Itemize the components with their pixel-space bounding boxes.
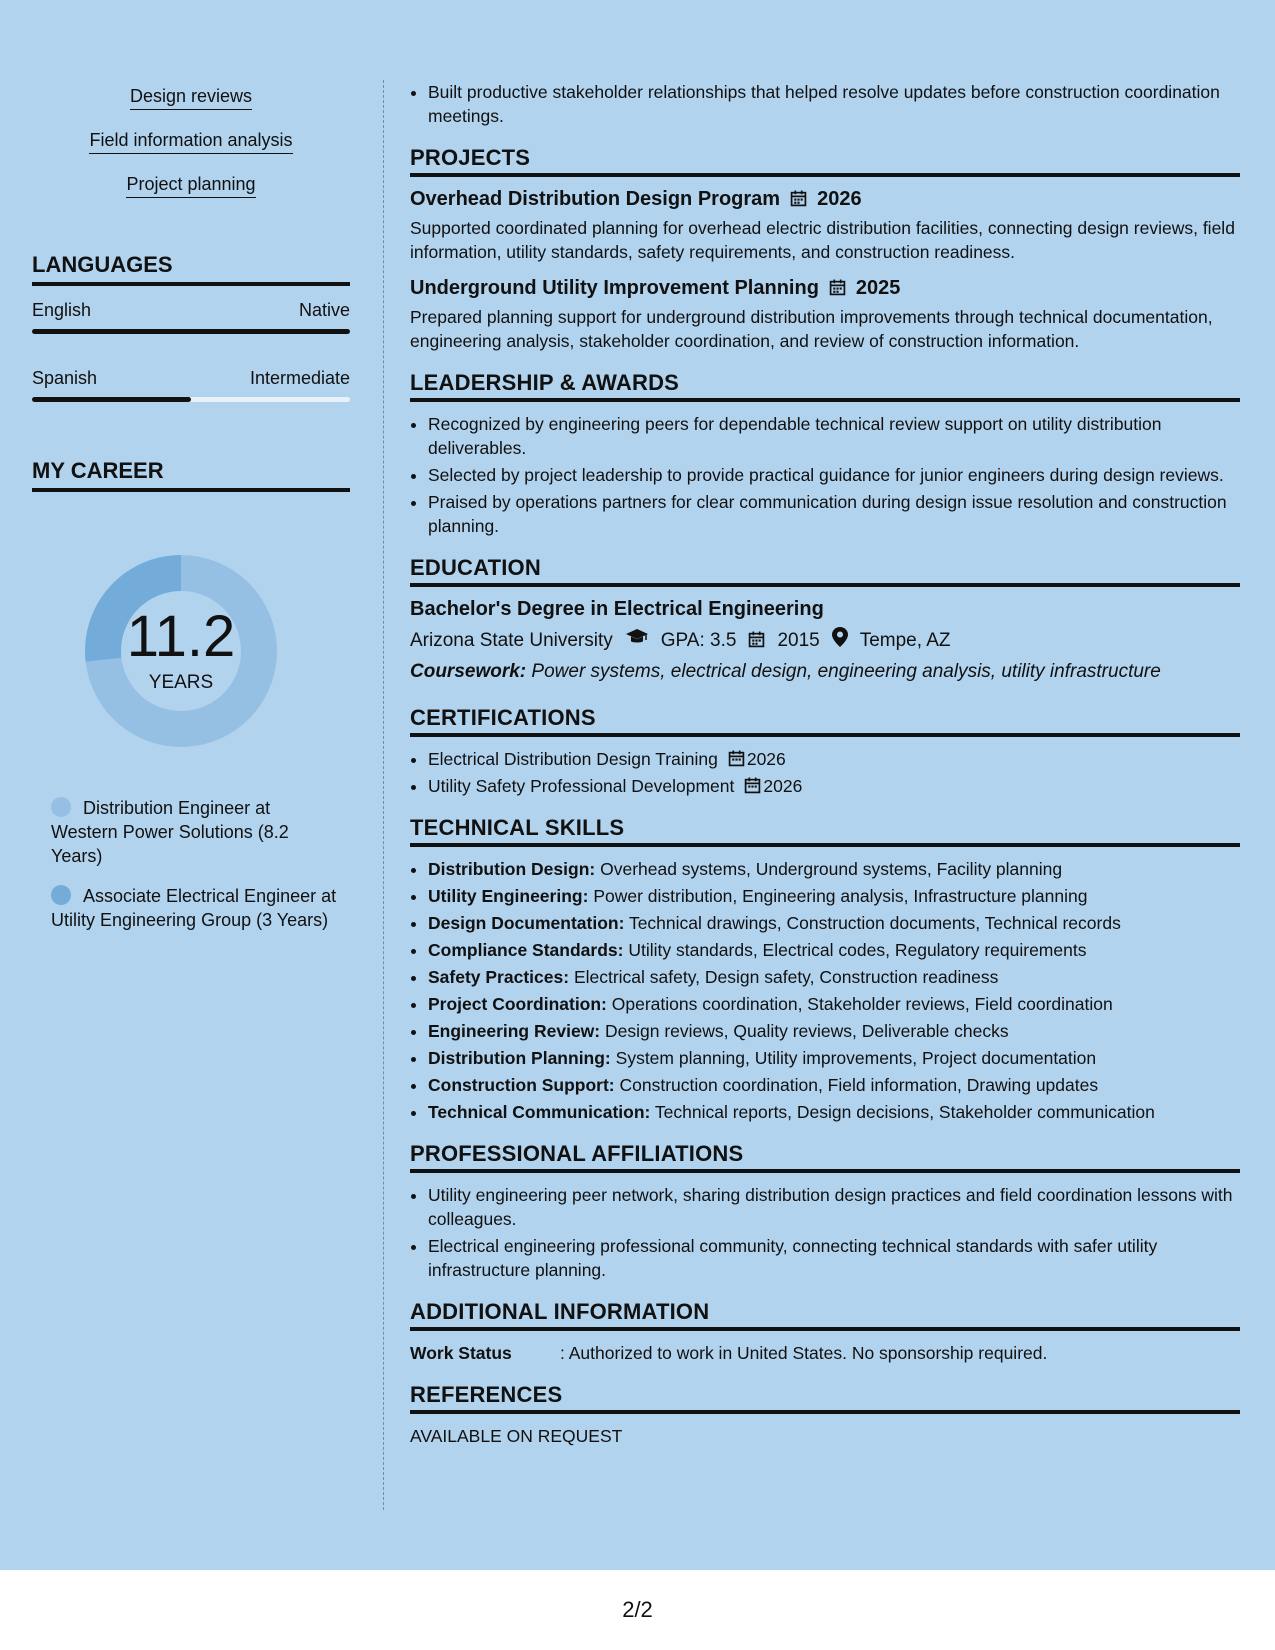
project-description: Supported coordinated planning for overhead electric distribution facilities, connecting design reviews, field information, utility standards, safety requirements, and construction readiness. bbox=[410, 218, 1235, 262]
skill-link-project-planning[interactable]: Project planning bbox=[126, 174, 255, 198]
work-status-row bbox=[410, 1341, 1240, 1365]
technical-skills-heading: TECHNICAL SKILLS bbox=[410, 816, 1240, 847]
career-donut-chart bbox=[66, 536, 296, 766]
skill-item bbox=[428, 938, 1240, 962]
project-year: 2025 bbox=[855, 277, 901, 299]
career-legend-item bbox=[51, 884, 341, 932]
skill-values: Overhead systems, Underground systems, Facility planning bbox=[600, 859, 1063, 879]
skill-values: Technical drawings, Construction documents, Technical records bbox=[628, 913, 1121, 933]
skill-values: Operations coordination, Stakeholder reviews, Field coordination bbox=[611, 994, 1113, 1014]
calendar-icon bbox=[829, 276, 846, 300]
skill-item bbox=[428, 1100, 1240, 1124]
project-item bbox=[410, 276, 1240, 353]
references-text: AVAILABLE ON REQUEST bbox=[410, 1426, 623, 1446]
school-name: Arizona State University bbox=[410, 629, 613, 651]
skill-category: Distribution Planning: bbox=[428, 1048, 611, 1068]
language-item bbox=[32, 368, 350, 402]
skill-values: System planning, Utility improvements, Project documentation bbox=[615, 1048, 1097, 1068]
skill-category: Safety Practices: bbox=[428, 967, 570, 987]
career-legend-item bbox=[51, 796, 341, 868]
skill-values: Power distribution, Engineering analysis, Infrastructure planning bbox=[593, 886, 1088, 906]
page-number: 2/2 bbox=[622, 1597, 653, 1622]
leadership-heading: LEADERSHIP & AWARDS bbox=[410, 371, 1240, 402]
graduation-year: 2015 bbox=[777, 629, 820, 651]
project-title: Underground Utility Improvement Planning bbox=[410, 277, 819, 299]
additional-info-heading: ADDITIONAL INFORMATION bbox=[410, 1300, 1240, 1331]
experience-bullet: • Built productive stakeholder relationships that helped resolve updates before construction coordination meetings. bbox=[428, 80, 1240, 128]
work-status-label: Work Status bbox=[410, 1343, 512, 1363]
skill-links bbox=[32, 80, 350, 212]
calendar-icon bbox=[744, 774, 761, 798]
skill-item bbox=[428, 992, 1240, 1016]
skill-link-design-reviews[interactable]: Design reviews bbox=[130, 86, 252, 110]
career-item-label: Associate Electrical Engineer at Utility Engineering Group (3 Years) bbox=[51, 886, 337, 930]
language-bar bbox=[32, 397, 350, 402]
education-heading: EDUCATION bbox=[410, 556, 1240, 587]
skill-link-field-information[interactable]: Field information analysis bbox=[89, 130, 292, 154]
certifications-heading: CERTIFICATIONS bbox=[410, 706, 1240, 737]
career-total: 11.2 bbox=[126, 604, 236, 669]
project-description: Prepared planning support for underground distribution improvements through technical documentation, engineering analysis, stakeholder coordination, and review of construction information. bbox=[410, 307, 1213, 351]
skill-category: Design Documentation: bbox=[428, 913, 625, 933]
legend-dot bbox=[51, 797, 71, 817]
skill-category: Utility Engineering: bbox=[428, 886, 589, 906]
left-column bbox=[32, 80, 350, 948]
education-location: Tempe, AZ bbox=[859, 629, 951, 651]
skill-values: Technical reports, Design decisions, Stakeholder communication bbox=[654, 1102, 1155, 1122]
work-status-value: : Authorized to work in United States. No sponsorship required. bbox=[560, 1343, 1048, 1363]
language-item bbox=[32, 300, 350, 334]
skill-item bbox=[428, 1073, 1240, 1097]
skill-values: Design reviews, Quality reviews, Deliverable checks bbox=[605, 1021, 1009, 1041]
language-name: Spanish bbox=[32, 368, 98, 388]
skill-values: Construction coordination, Field information, Drawing updates bbox=[619, 1075, 1099, 1095]
skill-values: Utility standards, Electrical codes, Regulatory requirements bbox=[628, 940, 1087, 960]
skill-item bbox=[428, 965, 1240, 989]
certification-year: 2026 bbox=[763, 776, 803, 796]
calendar-icon bbox=[748, 629, 765, 653]
languages-heading: LANGUAGES bbox=[32, 252, 350, 286]
affiliation-bullet: • Utility engineering peer network, sharing distribution design practices and field coordination lessons with colleagues. bbox=[428, 1183, 1240, 1231]
coursework-label: Coursework: bbox=[410, 661, 527, 682]
skill-category: Engineering Review: bbox=[428, 1021, 601, 1041]
skill-values: Electrical safety, Design safety, Construction readiness bbox=[573, 967, 999, 987]
certification-name: • Electrical Distribution Design Training bbox=[428, 749, 718, 769]
language-bar-fill bbox=[32, 397, 191, 402]
gpa: GPA: 3.5 bbox=[660, 629, 737, 651]
career-heading: MY CAREER bbox=[32, 458, 350, 492]
language-bar-fill bbox=[32, 329, 350, 334]
certification-name: • Utility Safety Professional Development bbox=[428, 776, 735, 796]
project-year: 2026 bbox=[817, 188, 862, 210]
legend-dot bbox=[51, 885, 71, 905]
skill-category: Compliance Standards: bbox=[428, 940, 624, 960]
leadership-bullet: • Selected by project leadership to provide practical guidance for junior engineers during design reviews. bbox=[428, 463, 1240, 487]
graduation-cap-icon bbox=[625, 628, 649, 653]
certification-year: 2026 bbox=[746, 749, 786, 769]
skill-item bbox=[428, 911, 1240, 935]
language-level: Intermediate bbox=[249, 368, 350, 388]
certification-item bbox=[428, 747, 1240, 771]
skill-item bbox=[428, 1046, 1240, 1070]
leadership-bullet: • Recognized by engineering peers for dependable technical review support on utility distribution deliverables. bbox=[428, 412, 1240, 460]
language-level: Native bbox=[298, 300, 350, 320]
language-bar bbox=[32, 329, 350, 334]
coursework bbox=[410, 660, 1240, 684]
language-name: English bbox=[32, 300, 92, 320]
certification-item bbox=[428, 774, 1240, 798]
skill-category: Project Coordination: bbox=[428, 994, 607, 1014]
degree-title: Bachelor's Degree in Electrical Engineering bbox=[410, 598, 824, 620]
career-unit: YEARS bbox=[148, 672, 214, 693]
project-title: Overhead Distribution Design Program bbox=[410, 188, 781, 210]
coursework-list: Power systems, electrical design, engineering analysis, utility infrastructure bbox=[531, 661, 1161, 682]
affiliation-bullet: • Electrical engineering professional community, connecting technical standards with safer utility infrastructure planning. bbox=[428, 1234, 1240, 1282]
skill-item bbox=[428, 1019, 1240, 1043]
location-pin-icon bbox=[832, 627, 848, 654]
column-divider bbox=[383, 80, 384, 1510]
calendar-icon bbox=[728, 747, 745, 771]
calendar-icon bbox=[790, 187, 807, 211]
references-heading: REFERENCES bbox=[410, 1383, 1240, 1414]
leadership-bullet: • Praised by operations partners for clear communication during design issue resolution and construction planning. bbox=[428, 490, 1240, 538]
project-item bbox=[410, 187, 1240, 264]
projects-heading: PROJECTS bbox=[410, 146, 1240, 177]
skill-category: Technical Communication: bbox=[428, 1102, 651, 1122]
skill-item bbox=[428, 857, 1240, 881]
affiliations-heading: PROFESSIONAL AFFILIATIONS bbox=[410, 1142, 1240, 1173]
skill-item bbox=[428, 884, 1240, 908]
right-column bbox=[410, 80, 1240, 1448]
career-item-label: Distribution Engineer at Western Power Solutions (8.2 Years) bbox=[51, 798, 289, 866]
skill-category: Distribution Design: bbox=[428, 859, 596, 879]
skill-category: Construction Support: bbox=[428, 1075, 615, 1095]
education-meta bbox=[410, 627, 1240, 654]
